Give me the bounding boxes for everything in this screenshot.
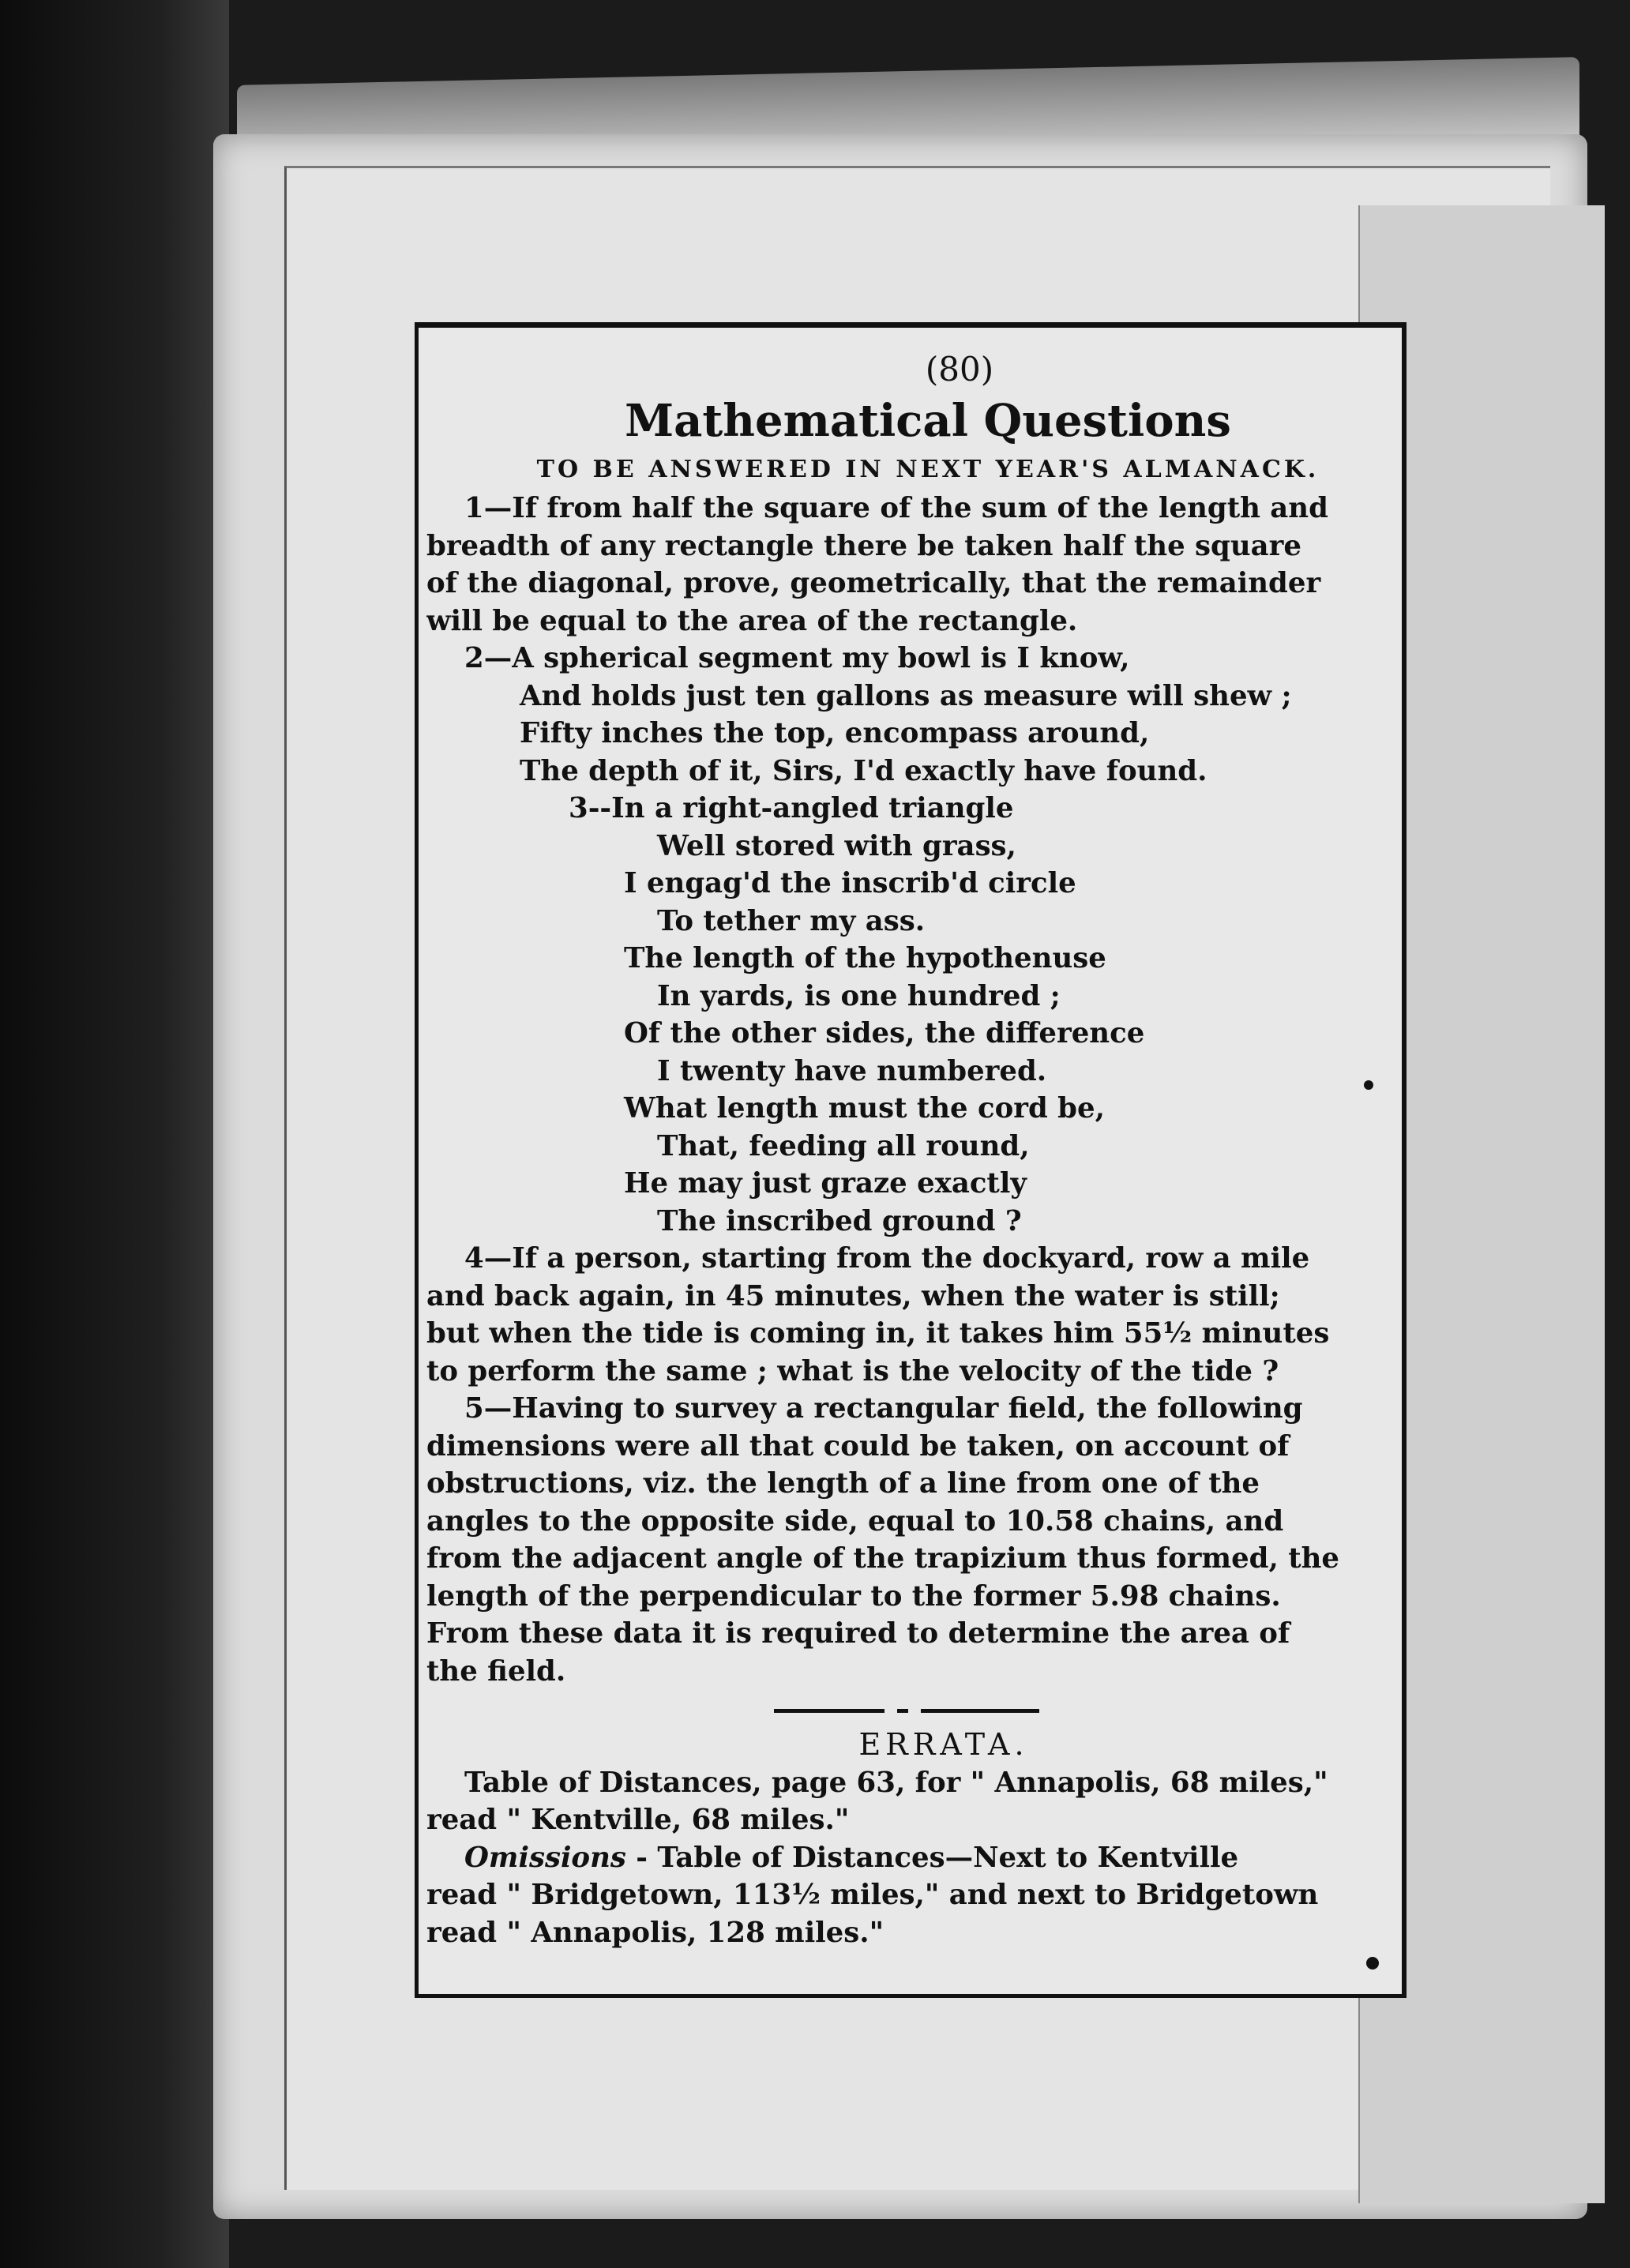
omissions-label: Omissions: [464, 1841, 626, 1874]
question-1-line: will be equal to the area of the rectangle.: [426, 604, 1078, 637]
question-3-line: The length of the hypothenuse: [624, 942, 1106, 974]
question-3-line: 3--In a right-angled triangle: [569, 792, 1014, 824]
question-3-line: I engag'd the inscrib'd circle: [624, 867, 1076, 899]
question-5-line: length of the perpendicular to the former 5.98 chains.: [426, 1579, 1281, 1613]
question-5-line: 5—Having to survey a rectangular field, the following: [464, 1392, 1303, 1425]
question-5-line: From these data it is required to determine the area of: [426, 1617, 1290, 1650]
question-3-line: That, feeding all round,: [657, 1129, 1030, 1162]
errata-title: ERRATA.: [858, 1727, 1029, 1762]
errata-line-text: - Table of Distances—Next to Kentville: [625, 1841, 1239, 1874]
question-4-line: 4—If a person, starting from the dockyard, row a mile: [464, 1242, 1310, 1275]
question-4-line: but when the tide is coming in, it takes him 55½ minutes: [426, 1317, 1330, 1350]
question-2-line: Fifty inches the top, encompass around,: [520, 717, 1150, 749]
errata-line: Table of Distances, page 63, for " Annapolis, 68 miles,": [464, 1766, 1328, 1799]
errata-line: [426, 1839, 1398, 1877]
question-1-line: breadth of any rectangle there be taken half the square: [426, 529, 1301, 562]
question-3-line: He may just graze exactly: [624, 1167, 1027, 1200]
question-4-line: to perform the same ; what is the velocity of the tide ?: [426, 1354, 1279, 1387]
page-subtitle: TO BE ANSWERED IN NEXT YEAR'S ALMANACK.: [536, 456, 1320, 483]
question-5-line: angles to the opposite side, equal to 10.58 chains, and: [426, 1504, 1284, 1538]
ink-spot: [1366, 1957, 1379, 1969]
errata-line: read " Bridgetown, 113½ miles," and next to Bridgetown: [426, 1879, 1319, 1911]
errata-line: read " Kentville, 68 miles.": [426, 1804, 850, 1836]
question-3-line: I twenty have numbered.: [657, 1054, 1047, 1087]
question-1-line: 1—If from half the square of the sum of the length and: [464, 492, 1328, 524]
question-5-line: from the adjacent angle of the trapizium thus formed, the: [426, 1542, 1339, 1575]
page-title: Mathematical Questions: [625, 395, 1231, 447]
document-text: [426, 347, 1398, 1951]
errata-line: read " Annapolis, 128 miles.": [426, 1916, 884, 1949]
page-number: (80): [925, 350, 994, 389]
question-4-line: and back again, in 45 minutes, when the water is still;: [426, 1279, 1280, 1312]
question-3-line: What length must the cord be,: [624, 1092, 1105, 1125]
question-5-line: dimensions were all that could be taken, on account of: [426, 1429, 1290, 1463]
question-5-line: obstructions, viz. the length of a line from one of the: [426, 1467, 1260, 1500]
question-3-line: Of the other sides, the difference: [624, 1017, 1145, 1050]
question-3-line: In yards, is one hundred ;: [657, 979, 1061, 1012]
question-5-line: the field.: [426, 1654, 566, 1688]
question-3-line: Well stored with grass,: [657, 829, 1016, 862]
question-3-line: To tether my ass.: [657, 904, 926, 937]
question-3-line: The inscribed ground ?: [657, 1204, 1022, 1237]
section-divider: [426, 1699, 1398, 1720]
question-2-line: The depth of it, Sirs, I'd exactly have found.: [520, 754, 1207, 787]
question-1-line: of the diagonal, prove, geometrically, that the remainder: [426, 567, 1321, 599]
question-2-line: 2—A spherical segment my bowl is I know,: [464, 642, 1130, 674]
scan-background: [0, 0, 229, 2268]
question-2-line: And holds just ten gallons as measure will shew ;: [520, 679, 1292, 712]
